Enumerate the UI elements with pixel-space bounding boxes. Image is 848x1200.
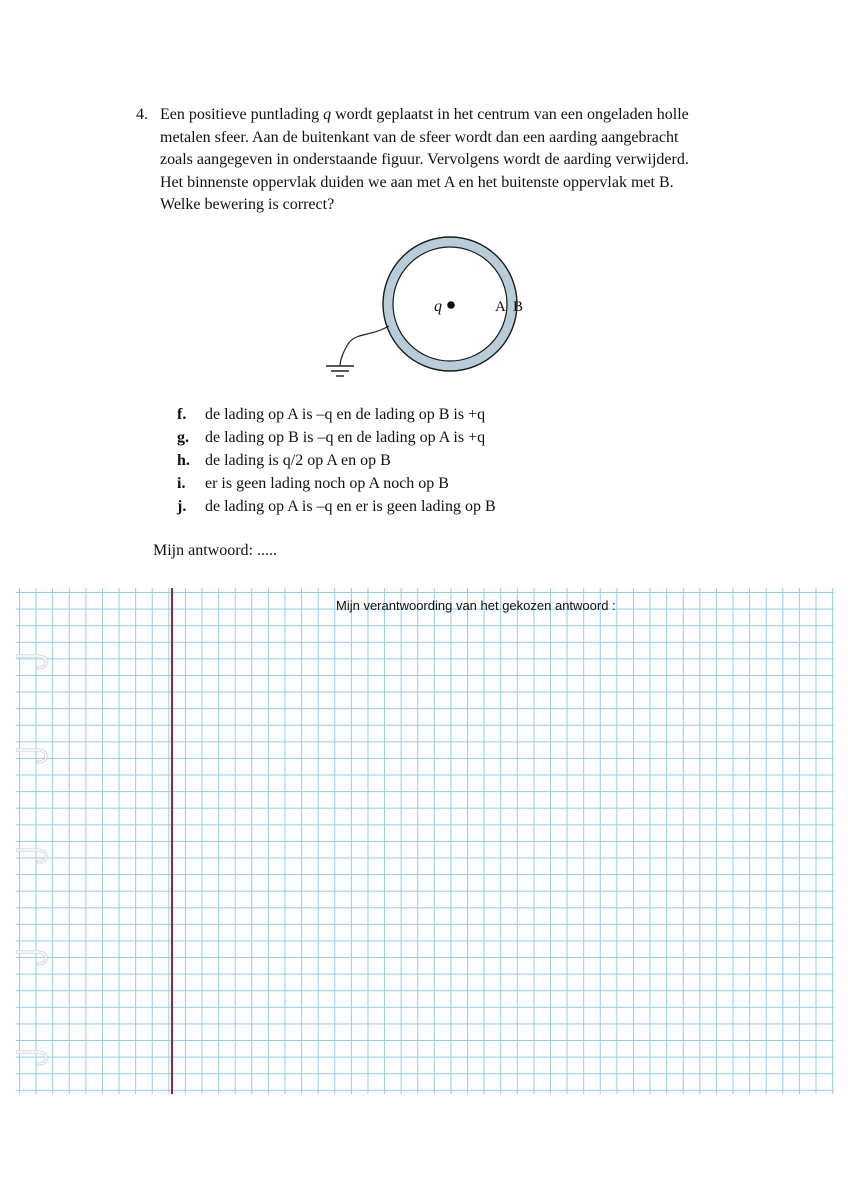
option-letter: j. (177, 498, 187, 515)
margin-line (171, 588, 173, 1094)
binder-ring-icon (16, 946, 50, 968)
graph-paper-area[interactable] (16, 588, 834, 1094)
point-charge (447, 301, 455, 309)
question-line-5: Welke bewering is correct? (160, 196, 335, 213)
option-text: er is geen lading noch op A noch op B (205, 475, 449, 492)
sphere-diagram (310, 232, 540, 392)
binder-ring-icon (16, 1046, 50, 1068)
charge-label: q (434, 298, 442, 315)
question-line-4: Het binnenste oppervlak duiden we aan met A en het buitenste oppervlak met B. (160, 173, 674, 191)
option-text: de lading op B is –q en de lading op A is +q (205, 429, 486, 446)
option-letter: g. (177, 429, 189, 446)
option-text: de lading is q/2 op A en op B (205, 452, 391, 469)
option-letter: h. (177, 452, 190, 469)
option-text: de lading op A is –q en er is geen lading op B (205, 498, 496, 515)
surface-label-a: A (495, 299, 506, 315)
question-line-2: metalen sfeer. Aan de buitenkant van de sfeer wordt dan een aarding aangebracht (160, 128, 679, 146)
option-letter: f. (177, 406, 187, 423)
option-letter: i. (177, 475, 186, 492)
charge-variable: q (323, 106, 332, 123)
question-line-1: Een positieve puntlading q wordt geplaatst in het centrum van een ongeladen holle (160, 106, 689, 123)
binder-ring-icon (16, 650, 50, 672)
question-number: 4. (136, 106, 148, 123)
binder-ring-icon (16, 844, 50, 866)
justification-caption: Mijn verantwoording van het gekozen antwoord : (336, 598, 616, 613)
sphere-figure (310, 232, 540, 392)
binder-ring-icon (16, 744, 50, 766)
surface-label-b: B (513, 299, 524, 315)
option-text: de lading op A is –q en de lading op B is +q (205, 406, 486, 423)
ground-wire (340, 326, 389, 366)
question-line-3: zoals aangegeven in onderstaande figuur. Vervolgens wordt de aarding verwijderd. (160, 151, 689, 168)
answer-prompt[interactable]: Mijn antwoord: ..... (153, 542, 277, 559)
